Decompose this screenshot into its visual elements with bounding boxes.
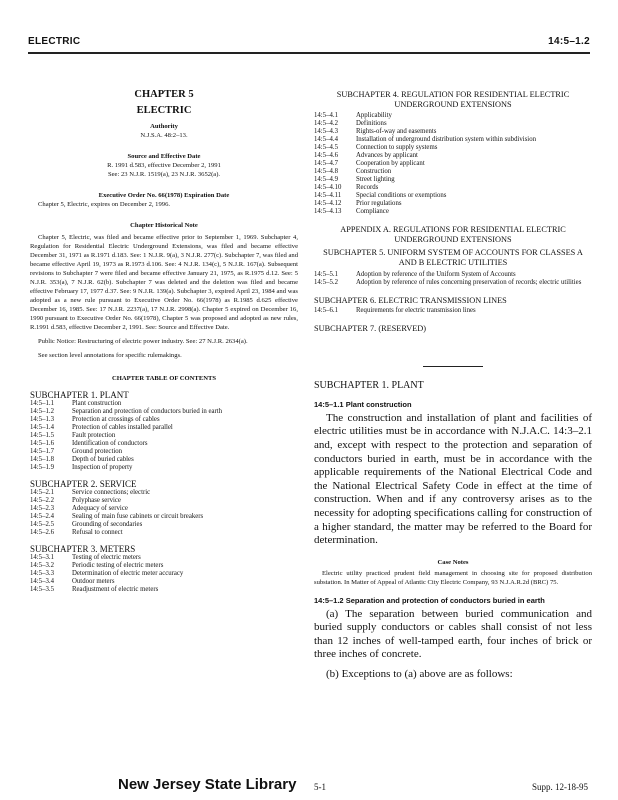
toc-entry-title: Grounding of secondaries <box>72 521 143 528</box>
toc-entry-title: Separation and protection of conductors buried in earth <box>72 408 223 415</box>
toc-entry-title: Periodic testing of electric meters <box>72 562 164 569</box>
toc-entry-number: 14:5–1.4 <box>30 424 54 431</box>
page-number: 5-1 <box>314 782 326 792</box>
toc-entry-number: 14:5–3.5 <box>30 586 54 593</box>
toc-sub5-title: SUBCHAPTER 5. UNIFORM SYSTEM OF ACCOUNTS FOR CLASSES A AND B ELECTRIC UTILITIES <box>323 248 583 267</box>
toc-entry <box>30 432 298 440</box>
toc-entry-title: Inspection of property <box>72 464 133 471</box>
toc-entry-title: Installation of underground distribution system within subdivision <box>356 136 536 144</box>
sec-1-1-heading: 14:5–1.1 Plant construction <box>314 399 412 409</box>
toc-entry-number: 14:5–1.9 <box>30 464 54 471</box>
toc-entry-title: Cooperation by applicant <box>356 160 425 168</box>
toc-entry-number: 14:5–4.12 <box>314 200 342 208</box>
see-section-note: See section level annotations for specific rulemakings. <box>38 352 182 359</box>
toc-entry <box>314 279 592 287</box>
toc-entry <box>314 136 592 144</box>
toc-entry-title: Polyphase service <box>72 497 121 504</box>
toc-entry-number: 14:5–4.10 <box>314 184 342 192</box>
section-divider <box>423 366 483 367</box>
toc-entry-title: Fault protection <box>72 432 116 439</box>
header-section-number: 14:5–1.2 <box>548 36 590 47</box>
toc-entry-number: 14:5–1.3 <box>30 416 54 423</box>
chapter-name: ELECTRIC <box>136 105 192 116</box>
sec-1-2-paragraph-a: (a) The separation between buried communication and buried supply conductors or cables shall consist of not less than 12 inches of well-tamped earth, four inches of brick or three inches of concrete. <box>314 607 592 661</box>
toc-entry-title: Adequacy of service <box>72 505 128 512</box>
toc-entry <box>314 168 592 176</box>
toc-entry-title: Special conditions or exemptions <box>356 192 447 200</box>
toc-entry-number: 14:5–4.5 <box>314 144 338 152</box>
toc-entry <box>30 424 298 432</box>
exec-order-heading: Executive Order No. 66(1978) Expiration Date <box>98 192 230 199</box>
body-sub1-heading: SUBCHAPTER 1. PLANT <box>314 379 424 391</box>
toc-sub2-title: SUBCHAPTER 2. SERVICE <box>30 479 137 489</box>
toc-entry <box>314 112 592 120</box>
toc-sub6-list <box>314 307 592 315</box>
toc-entry <box>30 505 298 513</box>
toc-entry-number: 14:5–4.2 <box>314 120 338 128</box>
toc-entry-number: 14:5–6.1 <box>314 307 338 315</box>
toc-entry-number: 14:5–1.2 <box>30 408 54 415</box>
toc-entry-title: Readjustment of electric meters <box>72 586 159 593</box>
toc-entry-number: 14:5–3.1 <box>30 554 54 561</box>
toc-entry <box>314 200 592 208</box>
toc-entry-number: 14:5–3.4 <box>30 578 54 585</box>
toc-entry-title: Ground protection <box>72 448 123 455</box>
public-notice: Public Notice: Restructuring of electric power industry. See: 27 N.J.R. 2634(a). <box>38 338 248 345</box>
toc-sub2-list <box>30 489 298 537</box>
toc-entry-title: Rights-of-way and easements <box>356 128 437 136</box>
toc-entry <box>30 440 298 448</box>
historical-note-text: Chapter 5, Electric, was filed and became effective prior to September 1, 1969. Subchapter 4, Regulation for Residential Electric Underground Extensions, was filed and became effective December 31, 1971 as R.1971 d.183. See: 1 N.J.R. 9(a), 3 N.J.R. 277(c). Subchapter 7, was filed and became effective April 19, 1973 as R.1973 d.106. See: 4 N.J.R. 134(c), 5 N.J.R. 167(a). Subsequent revisions to Subchapter 7 were filed and became effective January 21, 1975, as R.1975 d.12. See: 5 N.J.R. 353(a), 7 N.J.R. 62(b). Subchapter 7 was deleted and the deletion was filed and became effective February 17, 1977 d.37. See: 9 N.J.R. 139(a). Subchapter 3, expired April 23, 1984 and was adopted as a new rule pursuant to Executive Order No. 66(1978) as R.1985 d.625 effective December 16, 1985. See: 17 N.J.R. 2237(a), 17 N.J.R. 2998(a). Chapter 5 expired on December 16, 1990 pursuant to Executive Order No. 66(1978), Chapter 5 was proposed and adopted as new rules, R.1991 d.583, effective December 2, 1991. See: Source and Effective Date. <box>30 234 298 331</box>
toc-sub4-title: SUBCHAPTER 4. REGULATION FOR RESIDENTIAL ELECTRIC UNDERGROUND EXTENSIONS <box>336 90 570 109</box>
authority-text: N.J.S.A. 48:2–13. <box>140 132 188 139</box>
toc-entry-number: 14:5–4.11 <box>314 192 342 200</box>
source-heading: Source and Effective Date <box>127 153 201 160</box>
toc-sub7-title: SUBCHAPTER 7. (RESERVED) <box>314 324 427 334</box>
toc-entry <box>314 271 592 279</box>
toc-entry-number: 14:5–1.7 <box>30 448 54 455</box>
toc-entry <box>30 562 298 570</box>
toc-entry <box>30 554 298 562</box>
authority-heading: Authority <box>150 123 178 130</box>
toc-entry-number: 14:5–2.3 <box>30 505 54 512</box>
toc-entry-title: Protection at crossings of cables <box>72 416 160 423</box>
right-column <box>314 90 592 682</box>
toc-entry <box>30 408 298 416</box>
toc-entry-number: 14:5–4.7 <box>314 160 338 168</box>
toc-entry <box>314 144 592 152</box>
source-line-2: See: 23 N.J.R. 1519(a), 23 N.J.R. 3652(a). <box>107 171 221 178</box>
toc-entry-title: Advances by applicant <box>356 152 418 160</box>
case-notes-text: Electric utility practiced prudent field management in choosing site for proposed distribution substation. In Matter of Appeal of Atlantic City Electric Company, 93 N.J.A.R.2d (BRC) 75. <box>314 569 592 586</box>
toc-entry-title: Construction <box>356 168 392 176</box>
toc-entry-number: 14:5–4.1 <box>314 112 338 120</box>
toc-entry-number: 14:5–4.4 <box>314 136 338 144</box>
toc-entry-title: Adoption by reference of the Uniform System of Accounts <box>356 270 516 278</box>
toc-entry <box>30 416 298 424</box>
toc-entry-title: Determination of electric meter accuracy <box>72 570 184 577</box>
toc-entry-title: Applicability <box>356 112 392 120</box>
header-chapter-name: ELECTRIC <box>28 36 81 47</box>
toc-entry-number: 14:5–4.13 <box>314 208 342 216</box>
left-column <box>30 90 298 594</box>
toc-entry-number: 14:5–1.6 <box>30 440 54 447</box>
toc-entry <box>30 448 298 456</box>
toc-appendix-title: APPENDIX A. REGULATIONS FOR RESIDENTIAL ELECTRIC UNDERGROUND EXTENSIONS <box>340 225 566 244</box>
toc-sub4-list <box>314 112 592 216</box>
toc-entry <box>314 176 592 184</box>
toc-entry-title: Connection to supply systems <box>356 144 438 152</box>
toc-entry <box>30 513 298 521</box>
toc-entry <box>314 128 592 136</box>
toc-entry-title: Prior regulations <box>356 200 402 208</box>
library-watermark: New Jersey State Library <box>118 776 297 793</box>
toc-entry-number: 14:5–4.3 <box>314 128 338 136</box>
sec-1-1-text: The construction and installation of plant and facilities of electric utilities must be in accordance with N.J.A.C. 14:3–2.1 and, except with respect to the protection and separation of conductors buried in earth, must be in accordance with the applicable requirements of the National Electrical Code and the National Electrical Safety Code in effect at the time of construction. When and if any controversy arises as to the necessity for adopting specifications calling for construction of a higher standard, the matter may be referred to the Board for determination. <box>314 411 592 547</box>
toc-entry <box>314 192 592 200</box>
toc-entry-title: Adoption by reference of rules concerning preservation of records; electric utilities <box>356 278 582 286</box>
toc-entry-number: 14:5–2.6 <box>30 529 54 536</box>
toc-entry-title: Compliance <box>356 208 389 216</box>
toc-entry <box>314 307 592 315</box>
toc-sub5-list <box>314 271 592 287</box>
toc-entry-number: 14:5–4.8 <box>314 168 338 176</box>
toc-entry <box>30 489 298 497</box>
chapter-title: CHAPTER 5 <box>134 89 194 100</box>
toc-sub6-title: SUBCHAPTER 6. ELECTRIC TRANSMISSION LINES <box>314 295 507 305</box>
toc-entry <box>30 456 298 464</box>
toc-entry-number: 14:5–2.4 <box>30 513 54 520</box>
toc-entry <box>314 152 592 160</box>
toc-entry <box>314 184 592 192</box>
sec-1-2-paragraph-b: (b) Exceptions to (a) above are as follows: <box>326 668 513 681</box>
toc-entry <box>314 208 592 216</box>
toc-entry-title: Requirements for electric transmission lines <box>356 307 476 315</box>
toc-entry-number: 14:5–1.8 <box>30 456 54 463</box>
toc-sub1-list <box>30 400 298 472</box>
toc-entry-number: 14:5–2.5 <box>30 521 54 528</box>
toc-entry-number: 14:5–5.2 <box>314 278 338 286</box>
toc-sub3-list <box>30 554 298 594</box>
toc-entry-title: Depth of buried cables <box>72 456 134 463</box>
historical-note-heading: Chapter Historical Note <box>130 222 198 229</box>
toc-entry <box>314 120 592 128</box>
toc-entry-title: Service connections; electric <box>72 489 151 496</box>
supplement-date: Supp. 12-18-95 <box>532 782 588 792</box>
toc-heading: CHAPTER TABLE OF CONTENTS <box>111 375 217 382</box>
toc-entry-title: Outdoor meters <box>72 578 115 585</box>
toc-entry <box>30 464 298 472</box>
toc-entry-number: 14:5–5.1 <box>314 270 338 278</box>
toc-entry <box>30 570 298 578</box>
source-line-1: R. 1991 d.583, effective December 2, 1991 <box>107 162 221 169</box>
toc-entry-title: Refusal to connect <box>72 529 123 536</box>
toc-entry-number: 14:5–2.2 <box>30 497 54 504</box>
exec-order-text: Chapter 5, Electric, expires on December 2, 1996. <box>38 201 171 208</box>
toc-entry-title: Identification of conductors <box>72 440 148 447</box>
toc-entry <box>30 400 298 408</box>
toc-entry <box>30 529 298 537</box>
toc-entry-title: Sealing of main fuse cabinets or circuit breakers <box>72 513 204 520</box>
toc-entry-number: 14:5–4.6 <box>314 152 338 160</box>
toc-entry <box>314 160 592 168</box>
sec-1-2-heading: 14:5–1.2 Separation and protection of conductors buried in earth <box>314 595 545 605</box>
toc-entry <box>30 497 298 505</box>
case-notes-heading: Case Notes <box>437 558 469 566</box>
toc-sub3-title: SUBCHAPTER 3. METERS <box>30 544 136 554</box>
toc-entry-title: Testing of electric meters <box>72 554 141 561</box>
toc-entry-title: Definitions <box>356 120 387 128</box>
toc-entry <box>30 578 298 586</box>
header-rule <box>28 52 590 54</box>
toc-entry-number: 14:5–3.3 <box>30 570 54 577</box>
toc-sub1-title: SUBCHAPTER 1. PLANT <box>30 390 129 400</box>
toc-entry-number: 14:5–2.1 <box>30 489 54 496</box>
toc-entry-title: Street lighting <box>356 176 395 184</box>
toc-entry-number: 14:5–4.9 <box>314 176 338 184</box>
toc-entry-number: 14:5–1.1 <box>30 400 54 407</box>
toc-entry-number: 14:5–1.5 <box>30 432 54 439</box>
toc-entry-number: 14:5–3.2 <box>30 562 54 569</box>
toc-entry <box>30 521 298 529</box>
toc-entry-title: Records <box>356 184 379 192</box>
toc-entry <box>30 586 298 594</box>
toc-entry-title: Protection of cables installed parallel <box>72 424 173 431</box>
toc-entry-title: Plant construction <box>72 400 122 407</box>
